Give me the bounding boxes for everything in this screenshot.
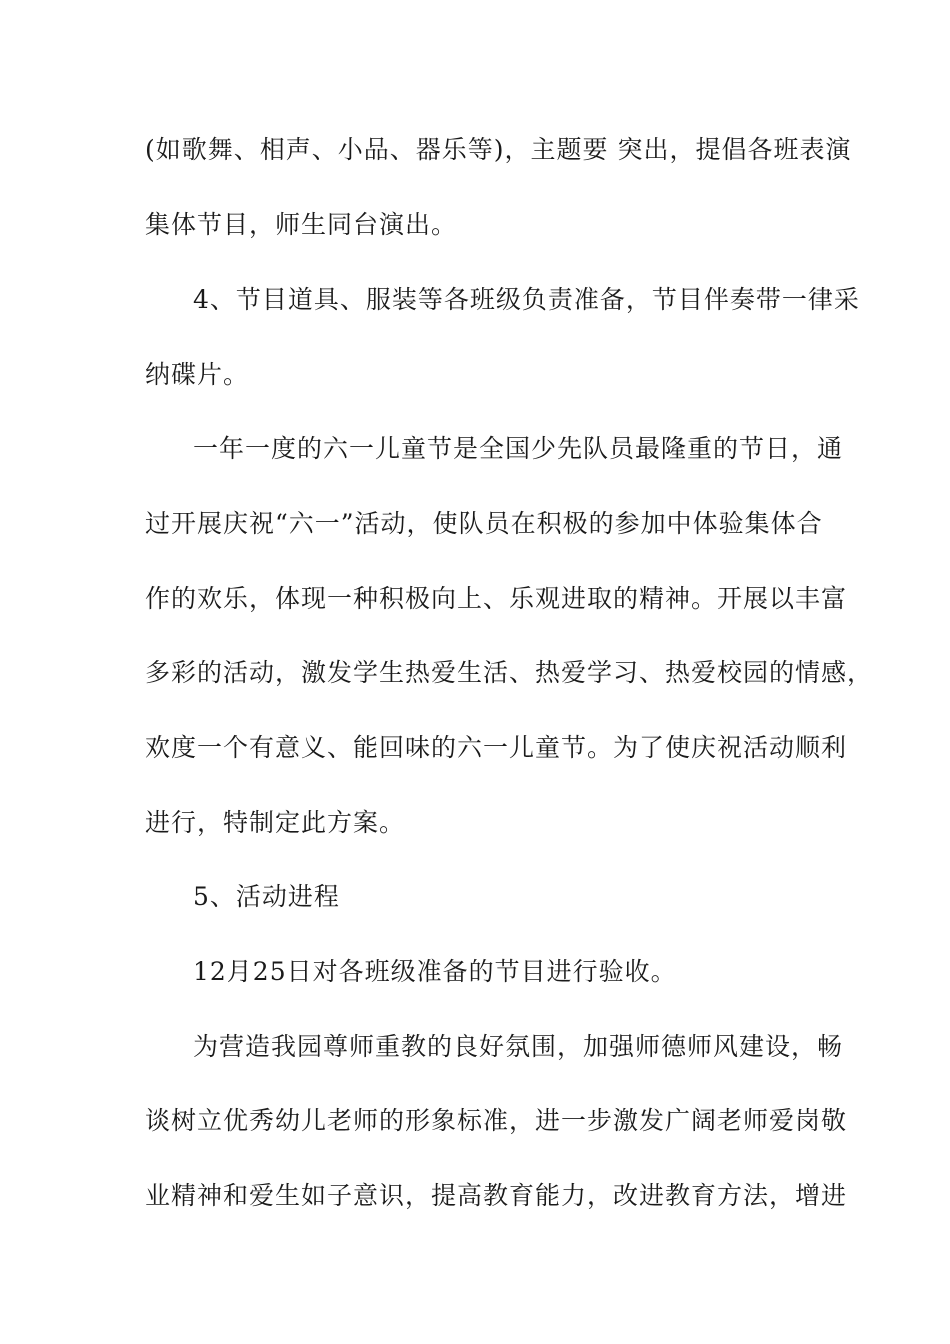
- text-line: 多彩的活动，激发学生热爱生活、热爱学习、热爱校园的情感，: [145, 658, 874, 687]
- text-line: 进行，特制定此方案。: [145, 808, 406, 837]
- text-line: (如歌舞、相声、小品、器乐等)，主题要 突出，提倡各班表演: [145, 135, 852, 164]
- text-line: 作的欢乐，体现一种积极向上、乐观进取的精神。开展以丰富: [145, 584, 848, 613]
- paragraph-start-line: 12月25日对各班级准备的节目进行验收。: [193, 957, 677, 986]
- text-line: 过开展庆祝“六一”活动，使队员在积极的参加中体验集体合: [145, 509, 823, 538]
- section-heading: 5、活动进程: [193, 882, 340, 911]
- text-line: 欢度一个有意义、能回味的六一儿童节。为了使庆祝活动顺利: [145, 733, 848, 762]
- text-line: 业精神和爱生如子意识，提高教育能力，改进教育方法，增进: [145, 1181, 848, 1210]
- paragraph-start-line: 4、节目道具、服装等各班级负责准备，节目伴奏带一律采: [193, 285, 860, 314]
- paragraph-start-line: 为营造我园尊师重教的良好氛围，加强师德师风建设，畅: [193, 1032, 844, 1061]
- text-line: 集体节目，师生同台演出。: [145, 210, 458, 239]
- text-line: 纳碟片。: [145, 360, 250, 389]
- paragraph-start-line: 一年一度的六一儿童节是全国少先队员最隆重的节日，通: [193, 434, 844, 463]
- text-line: 谈树立优秀幼儿老师的形象标准，进一步激发广阔老师爱岗敬: [145, 1106, 848, 1135]
